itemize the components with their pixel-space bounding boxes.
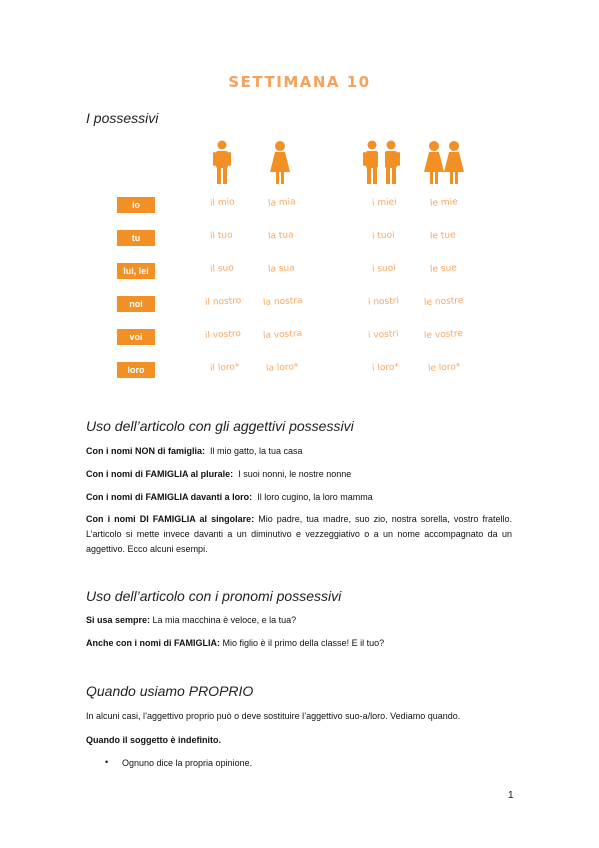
rule-text: Il loro cugino, la loro mamma: [257, 492, 373, 502]
proprio-subheading: Quando il soggetto è indefinito.: [86, 735, 221, 745]
pronoun-io: io: [117, 197, 155, 213]
rule-label: Si usa sempre:: [86, 615, 151, 625]
rule-text: Il mio gatto, la tua casa: [210, 446, 303, 456]
rule-label: Con i nomi di FAMIGLIA al plurale:: [86, 469, 234, 479]
rule-famiglia-plurale: [86, 467, 512, 482]
section-title-articolo-aggettivi: Uso dell’articolo con gli aggettivi possessivi: [86, 418, 354, 434]
week-title: SETTIMANA 10: [228, 73, 371, 91]
cell-masc-plur: i tuoi: [371, 230, 395, 242]
cell-fem-sing: la tua: [267, 230, 294, 242]
female-figure-icon: [270, 141, 290, 184]
proprio-intro: In alcuni casi, l’aggettivo proprio può o deve sostituire l’aggettivo suo-a/loro. Vediamo quando.: [86, 711, 461, 721]
cell-masc-sing: il vostro: [204, 329, 242, 341]
section-title-articolo-pronomi: Uso dell’articolo con i pronomi possessivi: [86, 588, 342, 604]
bullet-item: Ognuno dice la propria opinione.: [122, 758, 253, 768]
females-figure-icon: [424, 141, 464, 184]
rule-non-famiglia: [86, 444, 512, 459]
cell-fem-plur: le vostre: [423, 328, 464, 342]
page-number: 1: [508, 790, 514, 801]
rule-famiglia-loro: [86, 490, 512, 505]
pronoun-voi: voi: [117, 329, 155, 345]
cell-fem-sing: la nostra: [262, 295, 303, 309]
pronoun-tu: tu: [117, 230, 155, 246]
rule-text: Mio padre, tua madre, suo zio, nostra sorella, vostro fratello. L’articolo si mette invece davanti a un diminutivo e vezzeggiativo o a un nome accompagnato da un aggettivo. Ecco alcuni esempi.: [86, 514, 512, 554]
cell-masc-sing: il nostro: [204, 296, 242, 308]
cell-fem-plur: le loro*: [427, 362, 461, 374]
rule-famiglia-singolare: [86, 512, 512, 557]
cell-masc-sing: il loro*: [209, 362, 240, 374]
cell-masc-plur: i suoi: [371, 263, 397, 275]
rule-label: Con i nomi di FAMIGLIA davanti a loro:: [86, 492, 253, 502]
cell-masc-sing: il tuo: [209, 230, 233, 242]
rule-label: Anche con i nomi di FAMIGLIA:: [86, 638, 220, 648]
rule-text: La mia macchina è veloce, e la tua?: [152, 615, 297, 625]
cell-fem-sing: la vostra: [262, 328, 303, 342]
rule-anche-famiglia: [86, 636, 512, 651]
rule-label: Con i nomi NON di famiglia:: [86, 446, 205, 456]
cell-masc-plur: i miei: [371, 197, 397, 209]
cell-fem-sing: la sua: [267, 263, 296, 275]
pronoun-lui-lei: lui, lei: [117, 263, 155, 279]
cell-masc-plur: i nostri: [367, 296, 400, 308]
gender-figures: [205, 138, 475, 188]
bullet-icon: •: [105, 757, 109, 767]
cell-masc-sing: il mio: [209, 197, 235, 209]
cell-masc-plur: i vostri: [367, 329, 399, 341]
pronoun-loro: loro: [117, 362, 155, 378]
cell-fem-sing: la loro*: [265, 362, 299, 374]
cell-masc-plur: i loro*: [371, 362, 400, 374]
male-figure-icon: [213, 141, 231, 185]
section-title-proprio: Quando usiamo PROPRIO: [86, 683, 254, 699]
rule-text: I suoi nonni, le nostre nonne: [238, 469, 352, 479]
cell-fem-plur: le tue: [429, 230, 456, 242]
cell-masc-sing: il suo: [209, 263, 235, 275]
cell-fem-plur: le sue: [429, 263, 458, 275]
section-title-possessivi: I possessivi: [86, 110, 159, 126]
rule-si-usa-sempre: [86, 613, 512, 628]
males-figure-icon: [363, 141, 400, 185]
rule-label: Con i nomi DI FAMIGLIA al singolare:: [86, 514, 255, 524]
pronoun-noi: noi: [117, 296, 155, 312]
rule-text: Mio figlio è il primo della classe! E il tuo?: [222, 638, 385, 648]
cell-fem-sing: la mia: [267, 197, 296, 209]
cell-fem-plur: le mie: [429, 197, 458, 209]
cell-fem-plur: le nostre: [423, 295, 464, 309]
